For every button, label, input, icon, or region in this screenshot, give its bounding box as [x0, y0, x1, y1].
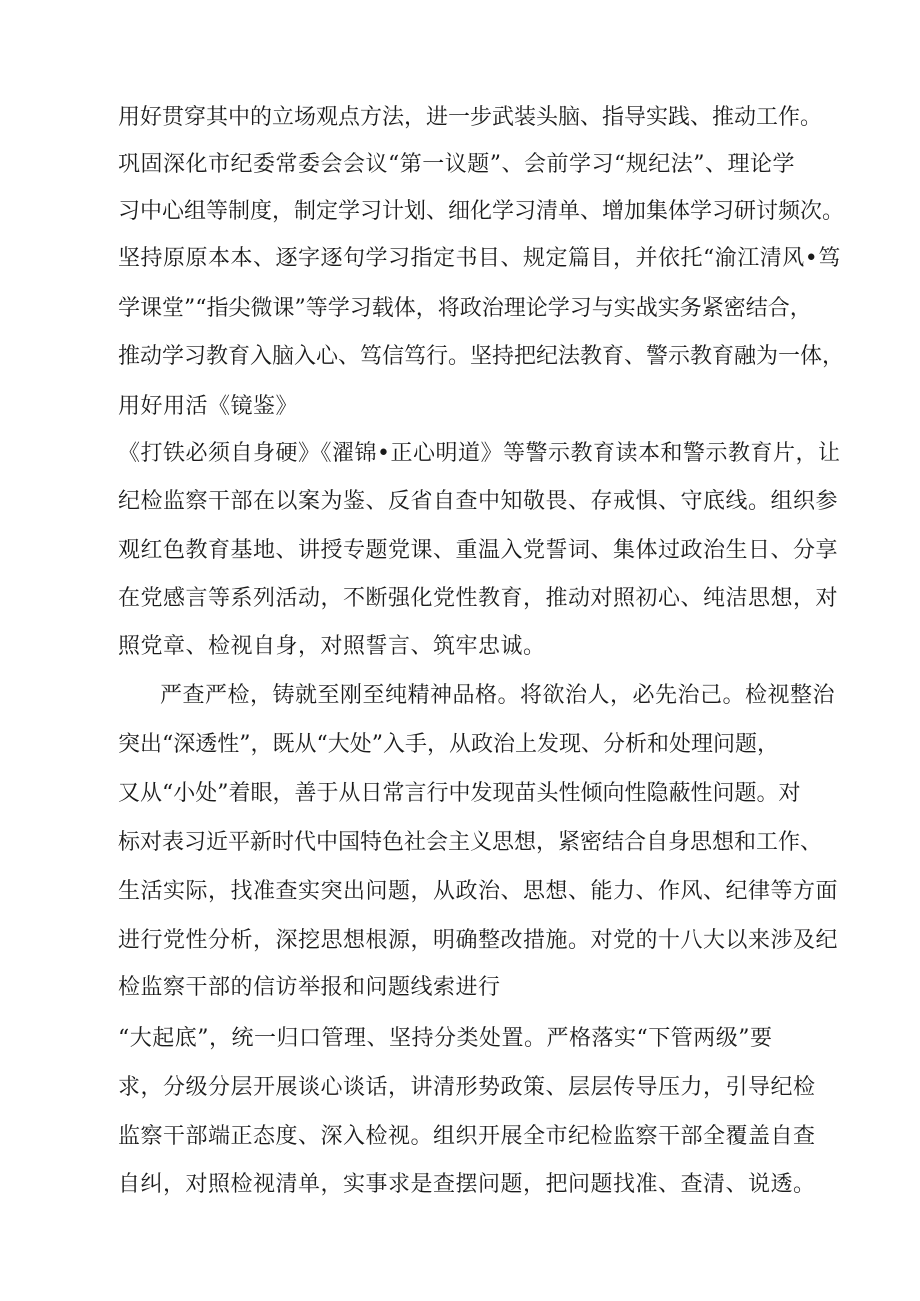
text-line: 在党感言等系列活动，不断强化党性教育，推动对照初心、纯洁思想，对	[118, 586, 839, 611]
text-line: 《打铁必须自身硬》《濯锦•正心明道》等警示教育读本和警示教育片，让	[118, 441, 841, 466]
text-line: 自纠，对照检视清单，实事求是查摆问题，把问题找准、查清、说透。	[118, 1172, 816, 1197]
text-line: 照党章、检视自身，对照誓言、筑牢忠诚。	[118, 634, 546, 659]
text-line: 突出“深透性”，既从“大处”入手，从政治上发现、分析和处理问题，	[118, 732, 779, 757]
text-line: 推动学习教育入脑入心、笃信笃行。坚持把纪法教育、警示教育融为一体，	[118, 344, 845, 369]
text-line: 又从“小处”着眼，善于从日常言行中发现苗头性倾向性隐蔽性问题。对	[118, 781, 801, 806]
text-line: 求，分级分层开展谈心谈话，讲清形势政策、层层传导压力，引导纪检	[118, 1075, 816, 1100]
text-line: 生活实际，找准查实突出问题，从政治、思想、能力、作风、纪律等方面	[118, 879, 839, 904]
text-line: “大起底”，统一归口管理、坚持分类处置。严格落实“下管两级”要	[118, 1026, 773, 1051]
text-line: 进行党性分析，深挖思想根源，明确整改措施。对党的十八大以来涉及纪	[118, 928, 839, 953]
text-line: 习中心组等制度，制定学习计划、细化学习清单、增加集体学习研讨频次。	[118, 199, 845, 224]
text-line: 巩固深化市纪委常委会会议“第一议题”、会前学习“规纪法”、理论学	[118, 152, 795, 177]
paragraph-first-line: 严查严检，铸就至刚至纯精神品格。将欲治人，必先治己。检视整治	[160, 683, 836, 708]
text-line: 坚持原原本本、逐字逐句学习指定书目、规定篇目，并依托“渝江清风•笃	[118, 246, 841, 271]
text-line: 纪检监察干部在以案为鉴、反省自查中知敬畏、存戒惧、守底线。组织参	[118, 489, 839, 514]
text-line: 监察干部端正态度、深入检视。组织开展全市纪检监察干部全覆盖自查	[118, 1124, 816, 1149]
text-line: 标对表习近平新时代中国特色社会主义思想，紧密结合自身思想和工作、	[118, 830, 823, 855]
text-line: 用好用活《镜鉴》	[118, 394, 299, 419]
text-line: 用好贯穿其中的立场观点方法，进一步武装头脑、指导实践、推动工作。	[118, 105, 823, 130]
text-line: 观红色教育基地、讲授专题党课、重温入党誓词、集体过政治生日、分享	[118, 538, 839, 563]
text-line: 检监察干部的信访举报和问题线索进行	[118, 975, 501, 1000]
text-line: 学课堂”“指尖微课”等学习载体，将政治理论学习与实战实务紧密结合，	[118, 296, 812, 321]
